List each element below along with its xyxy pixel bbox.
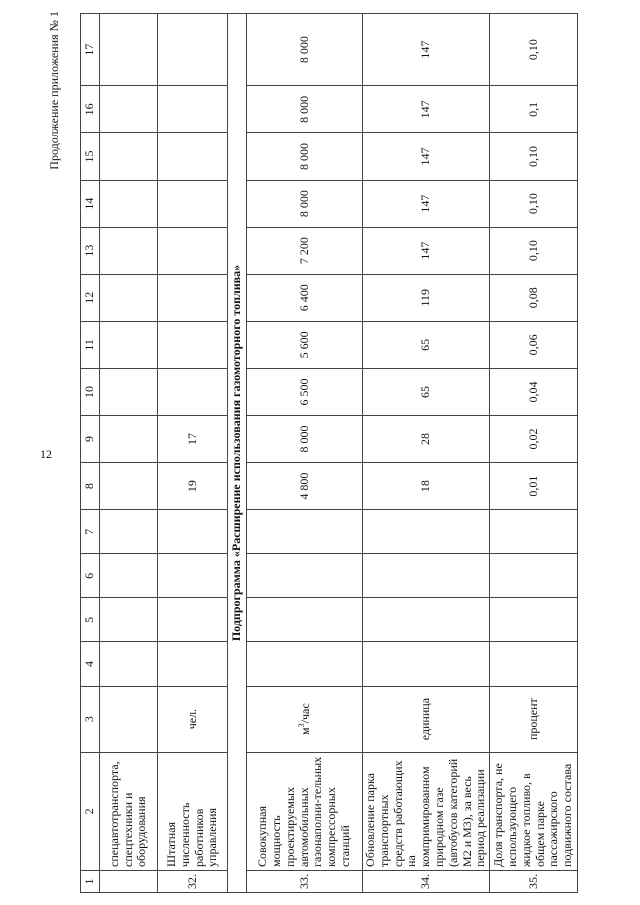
value-cell: 0,02	[490, 415, 578, 462]
value-cell	[158, 180, 228, 227]
value-cell: 147	[363, 180, 490, 227]
header-cell: 9	[81, 415, 100, 462]
value-cell	[158, 598, 228, 642]
value-cell	[158, 133, 228, 180]
value-cell: 147	[363, 86, 490, 133]
subprogram-row	[228, 14, 247, 893]
unit-tail: /час	[297, 703, 312, 724]
value-cell: 147	[363, 14, 490, 86]
value-cell: 0,01	[490, 463, 578, 510]
value-cell: 147	[363, 227, 490, 274]
row-number	[100, 870, 158, 892]
value-cell	[158, 86, 228, 133]
value-cell: 65	[363, 321, 490, 368]
value-cell	[100, 14, 158, 86]
value-cell	[363, 554, 490, 598]
value-cell	[100, 274, 158, 321]
value-cell: 0,04	[490, 368, 578, 415]
value-cell	[100, 463, 158, 510]
value-cell: 19	[158, 463, 228, 510]
header-cell: 3	[81, 686, 100, 752]
row-number: 33.	[247, 870, 363, 892]
value-cell: 6 400	[247, 274, 363, 321]
value-cell	[100, 368, 158, 415]
table-row	[247, 14, 363, 893]
value-cell: 0,10	[490, 14, 578, 86]
value-cell	[100, 598, 158, 642]
value-cell: 8 000	[247, 180, 363, 227]
header-cell: 11	[81, 321, 100, 368]
rotated-page	[0, 5, 640, 905]
value-cell	[247, 510, 363, 554]
table-row	[100, 14, 158, 893]
value-cell	[363, 598, 490, 642]
header-cell: 1	[81, 870, 100, 892]
header-cell: 15	[81, 133, 100, 180]
value-cell	[490, 642, 578, 686]
value-cell	[247, 598, 363, 642]
value-cell: 0,10	[490, 227, 578, 274]
value-cell	[100, 86, 158, 133]
value-cell: 7 200	[247, 227, 363, 274]
header-cell: 14	[81, 180, 100, 227]
indicator-unit: чел.	[158, 686, 228, 752]
table-row	[158, 14, 228, 893]
value-cell	[158, 274, 228, 321]
value-cell	[158, 554, 228, 598]
value-cell	[158, 227, 228, 274]
page-number: 12	[40, 447, 52, 461]
value-cell: 6 500	[247, 368, 363, 415]
indicator-unit	[247, 686, 363, 752]
value-cell: 5 600	[247, 321, 363, 368]
header-cell: 2	[81, 752, 100, 870]
value-cell	[100, 227, 158, 274]
value-cell: 18	[363, 463, 490, 510]
value-cell: 17	[158, 415, 228, 462]
value-cell	[100, 415, 158, 462]
indicator-unit: процент	[490, 686, 578, 752]
value-cell	[158, 510, 228, 554]
value-cell: 0,1	[490, 86, 578, 133]
unit-base: м	[297, 727, 312, 735]
value-cell	[490, 554, 578, 598]
value-cell	[158, 14, 228, 86]
value-cell	[100, 510, 158, 554]
indicators-table	[80, 13, 578, 893]
value-cell: 0,10	[490, 180, 578, 227]
continuation-label: Продолжение приложения № 1	[47, 11, 61, 170]
value-cell: 0,10	[490, 133, 578, 180]
value-cell: 8 000	[247, 86, 363, 133]
header-cell: 6	[81, 554, 100, 598]
value-cell	[100, 133, 158, 180]
header-cell: 12	[81, 274, 100, 321]
value-cell: 8 000	[247, 133, 363, 180]
indicator-unit	[100, 686, 158, 752]
value-cell: 28	[363, 415, 490, 462]
table-row	[490, 14, 578, 893]
value-cell: 147	[363, 133, 490, 180]
row-number: 32.	[158, 870, 228, 892]
header-row	[81, 14, 100, 893]
value-cell	[158, 368, 228, 415]
indicator-name: Штатная численность работников управления	[158, 752, 228, 870]
value-cell	[247, 554, 363, 598]
header-cell: 13	[81, 227, 100, 274]
row-number: 35.	[490, 870, 578, 892]
table-row	[363, 14, 490, 893]
header-cell: 8	[81, 463, 100, 510]
value-cell: 8 000	[247, 14, 363, 86]
header-cell: 16	[81, 86, 100, 133]
value-cell	[247, 642, 363, 686]
value-cell: 0,06	[490, 321, 578, 368]
header-cell: 10	[81, 368, 100, 415]
header-cell: 7	[81, 510, 100, 554]
indicator-name: Обновление парка транспортных средств работающих на компримированном природном газе (автобусов категорий М2 и М3), за весь период реализации	[363, 752, 490, 870]
indicator-name: спецавтотранспорта, спецтехники и оборудования	[100, 752, 158, 870]
header-cell: 4	[81, 642, 100, 686]
indicator-name: Доля транспорта, не использующего жидкое топливо, в общем парке пассажирского подвижного состава	[490, 752, 578, 870]
value-cell	[490, 510, 578, 554]
value-cell	[490, 598, 578, 642]
value-cell: 0,08	[490, 274, 578, 321]
indicator-unit: единица	[363, 686, 490, 752]
value-cell: 119	[363, 274, 490, 321]
value-cell	[363, 510, 490, 554]
header-cell: 5	[81, 598, 100, 642]
value-cell: 65	[363, 368, 490, 415]
unit-superscript: 3	[296, 723, 306, 728]
value-cell: 4 800	[247, 463, 363, 510]
value-cell	[100, 642, 158, 686]
value-cell	[363, 642, 490, 686]
value-cell	[100, 180, 158, 227]
value-cell	[158, 321, 228, 368]
value-cell	[158, 642, 228, 686]
value-cell: 8 000	[247, 415, 363, 462]
value-cell	[100, 321, 158, 368]
header-cell: 17	[81, 14, 100, 86]
indicator-name: Совокупная мощность проектируемых автомобильных газонаполни-тельных компрессорных станций	[247, 752, 363, 870]
value-cell	[100, 554, 158, 598]
subprogram-title: Подпрограмма «Расширение использования газомоторного топлива»	[228, 14, 247, 893]
row-number: 34.	[363, 870, 490, 892]
